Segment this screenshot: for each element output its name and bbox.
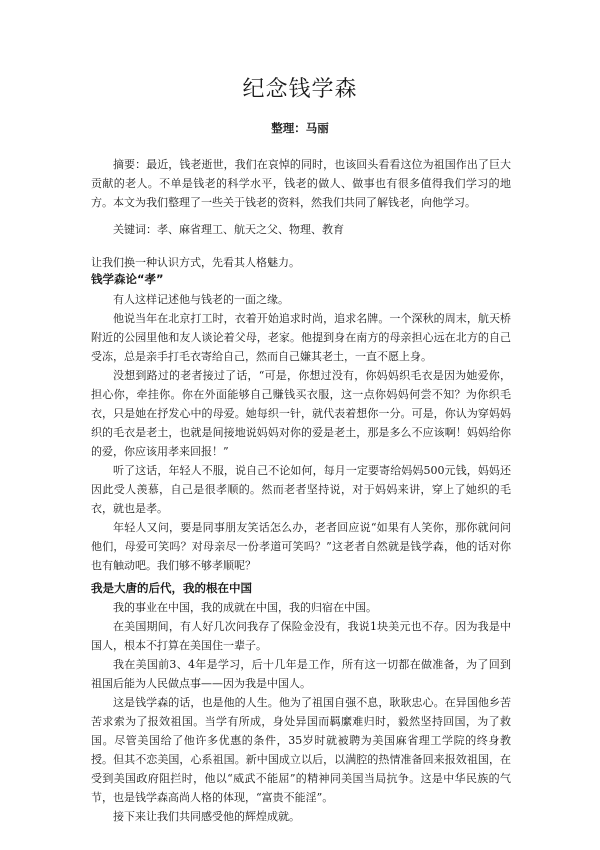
keywords-line: 关键词：孝、麻省理工、航天之父、物理、教育 xyxy=(113,223,344,236)
paragraph: 有人这样记述他与钱老的一面之缘。 xyxy=(113,293,289,306)
paragraph: 我的事业在中国，我的成就在中国，我的归宿在中国。 xyxy=(113,601,377,614)
abstract-paragraph: 摘要：最近，钱老逝世，我们在哀悼的同时，也该回头看看这位为祖国作出了巨大贡献的老人。不单是钱老的科学水平，钱老的做人、做事也有很多值得我们学习的地方。本文为我们整理了一些关于钱老的资料，然我们共同了解钱老，向他学习。 xyxy=(91,158,511,209)
section-heading-roots-in-china: 我是大唐的后代，我的根在中国 xyxy=(91,581,252,595)
intro-paragraph: 让我们换一种认识方式，先看其人格魅力。 xyxy=(91,256,300,269)
paragraph: 年轻人又问，要是同事朋友笑话怎么办，老者回应说“如果有人笑你，那你就问问他们，母爱可笑吗？对母亲尽一份孝道可笑吗？”这老者自然就是钱学森，他的话对你也有触动吧。我们够不够孝顺呢？ xyxy=(91,521,511,572)
page-title: 纪念钱学森 xyxy=(242,77,358,102)
section-heading-filial-piety: 钱学森论“孝” xyxy=(91,272,164,286)
paragraph: 没想到路过的老者接过了话，“可是，你想过没有，你妈妈织毛衣是因为她爱你，担心你，牵挂你。你在外面能够自己赚钱买衣服，这一点你妈妈何尝不知？为你织毛衣，只是她在抒发心中的母爱。她每织一针，就代表着想你一分。可是，你认为穿妈妈织的毛衣是老土，也就是间接地说妈妈对你的爱是老土，那是多么不应该啊！妈妈给你的爱，你应该用孝来回报！” xyxy=(91,369,511,458)
author-line: 整理：马丽 xyxy=(271,121,329,135)
paragraph: 在美国期间，有人好几次问我存了保险金没有，我说1块美元也不存。因为我是中国人，根本不打算在美国住一辈子。 xyxy=(91,620,511,652)
paragraph: 他说当年在北京打工时，衣着开始追求时尚，追求名牌。一个深秋的周末，航天桥附近的公园里他和友人谈论着父母，老家。他提到身在南方的母亲担心远在北方的自己受冻，总是亲手打毛衣寄给自己，然而自己嫌其老土，一直不愿上身。 xyxy=(91,312,511,363)
paragraph: 听了这话，年轻人不服，说自己不论如何，每月一定要寄给妈妈500元钱，妈妈还因此受人羡慕，自己是很孝顺的。然而老者坚持说，对于妈妈来讲，穿上了她织的毛衣，就也是孝。 xyxy=(91,464,511,515)
paragraph: 我在美国前3、4年是学习，后十几年是工作，所有这一切都在做准备，为了回到祖国后能为人民做点事——因为我是中国人。 xyxy=(91,658,511,690)
paragraph: 这是钱学森的话，也是他的人生。他为了祖国自强不息，耿耿忠心。在异国他乡苦苦求索为了报效祖国。当学有所成，身处异国而羁縻难归时，毅然坚持回国，为了救国。尽管美国给了他许多优惠的条件，35岁时就被聘为美国麻省理工学院的终身教授。但其不恋美国，心系祖国。新中国成立以后，以满腔的热情准备回来报效祖国，在受到美国政府阻拦时，他以“威武不能屈”的精神同美国当局抗争。这是中华民族的气节，也是钱学森高尚人格的体现，“富贵不能淫”。 xyxy=(91,696,511,804)
paragraph: 接下来让我们共同感受他的辉煌成就。 xyxy=(113,810,300,823)
